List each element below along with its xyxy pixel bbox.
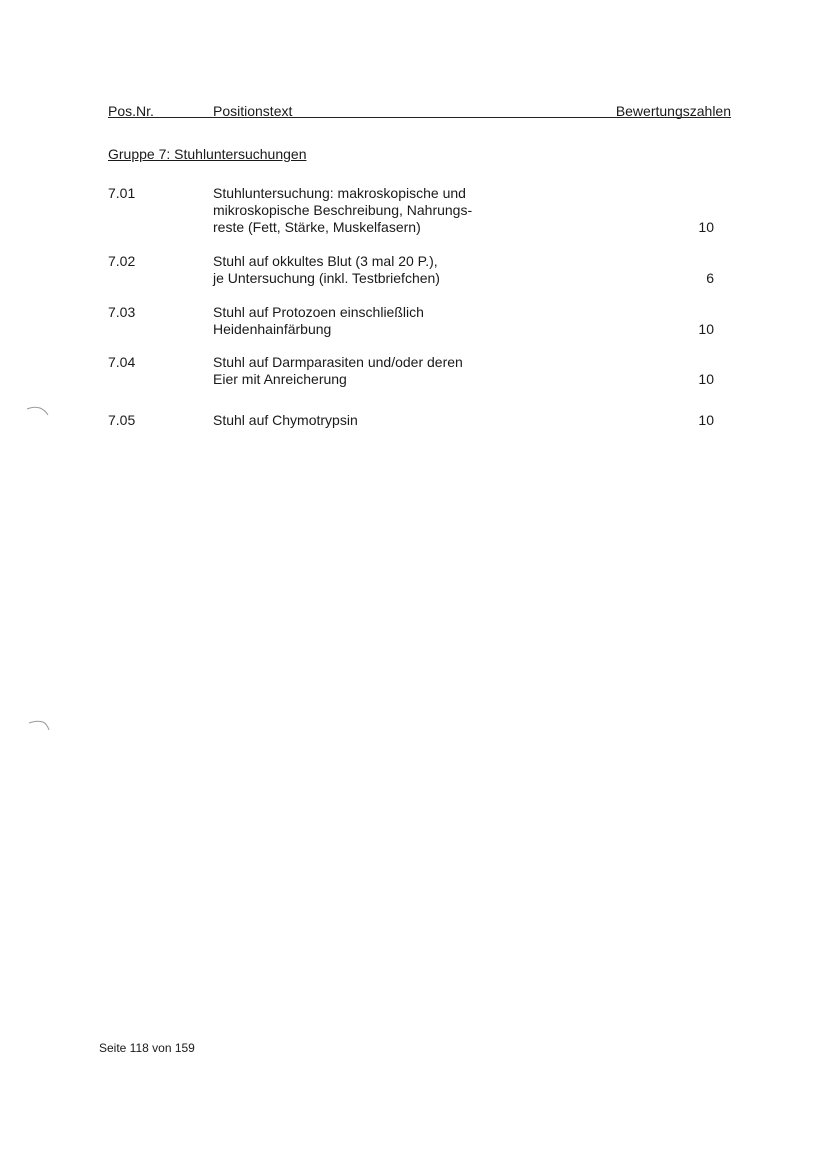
item-pos: 7.05 — [108, 412, 136, 428]
scan-mark — [26, 404, 50, 418]
item-text-line: Stuhluntersuchung: makroskopische und — [213, 185, 466, 201]
header-bewertungszahlen: Bewertungszahlen — [615, 103, 731, 119]
page-number: Seite 118 von 159 — [99, 1041, 195, 1055]
item-pos: 7.03 — [108, 304, 136, 320]
item-score: 10 — [698, 412, 714, 428]
item-score: 10 — [698, 371, 714, 387]
item-text-line: Heidenhainfärbung — [213, 321, 332, 337]
item-score: 6 — [706, 270, 714, 286]
item-text-line: reste (Fett, Stärke, Muskelfasern) — [213, 219, 421, 235]
item-text-line: Eier mit Anreicherung — [213, 371, 347, 387]
item-text — [213, 253, 553, 287]
item-pos: 7.02 — [108, 253, 136, 269]
item-text-line: Stuhl auf Chymotrypsin — [213, 412, 358, 428]
header-positionstext: Positionstext — [213, 103, 293, 119]
item-text-line: Stuhl auf Darmparasiten und/oder deren — [213, 354, 463, 370]
item-text-line: Stuhl auf Protozoen einschließlich — [213, 304, 424, 320]
item-text — [213, 304, 553, 338]
header-rule — [108, 117, 731, 118]
item-pos: 7.01 — [108, 185, 136, 201]
item-text — [213, 185, 553, 236]
header-pos-nr: Pos.Nr. — [108, 103, 154, 119]
scan-mark — [28, 718, 52, 732]
item-text-line: mikroskopische Beschreibung, Nahrungs- — [213, 202, 473, 218]
item-text-line: Stuhl auf okkultes Blut (3 mal 20 P.), — [213, 253, 438, 269]
item-text — [213, 354, 553, 388]
item-pos: 7.04 — [108, 354, 136, 370]
item-score: 10 — [698, 321, 714, 337]
group-title: Gruppe 7: Stuhluntersuchungen — [108, 146, 307, 162]
item-text — [213, 412, 553, 429]
item-score: 10 — [698, 219, 714, 235]
item-text-line: je Untersuchung (inkl. Testbriefchen) — [213, 270, 440, 286]
